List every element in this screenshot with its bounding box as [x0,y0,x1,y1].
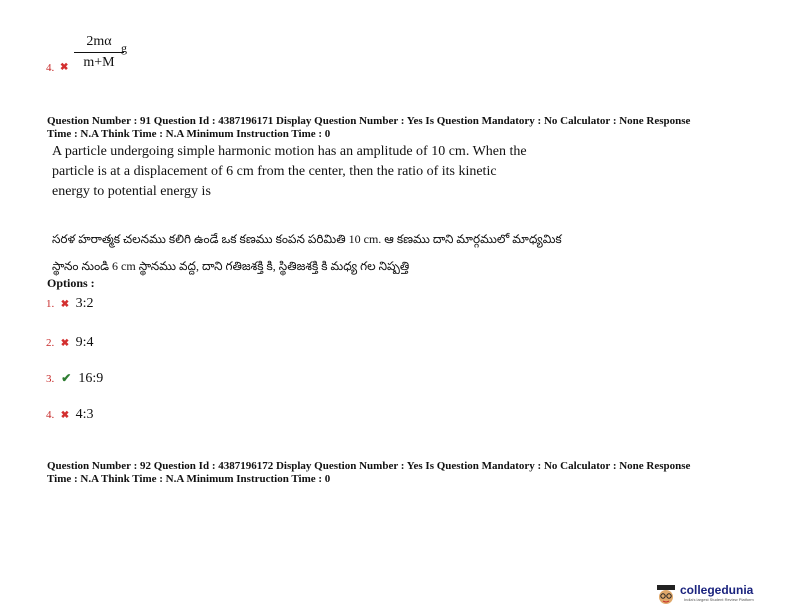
question-text-telugu [52,226,592,280]
question-line: A particle undergoing simple harmonic motion has an amplitude of 10 cm. When the [52,144,527,159]
option-number: 1. [46,298,55,310]
logo-text: collegedunia [680,583,754,597]
option-value: 16:9 [78,371,104,386]
fraction-denominator: m+M [83,55,115,70]
option-item [46,294,94,312]
option-item [46,405,94,423]
question-line: particle is at a displacement of 6 cm from the center, then the ratio of its kinetic [52,164,497,179]
option-value: 9:4 [75,335,94,350]
question-meta-line: Question Number : 92 Question Id : 4387196172 Display Question Number : Yes Is Question Mandatory : No Calculator : None Response [47,460,691,472]
fraction-formula [74,34,124,71]
collegedunia-logo-icon [654,583,678,605]
options-label: Options : [47,276,95,290]
question-meta-line: Time : N.A Think Time : N.A Minimum Instruction Time : 0 [47,473,331,485]
question-meta-92 [47,460,757,486]
fraction-suffix: g [121,41,127,55]
logo-tagline: India's largest Student Review Platform [684,597,754,602]
cross-icon: ✖ [58,410,72,421]
fraction-numerator: 2mα [74,34,124,53]
cross-icon: ✖ [58,299,72,310]
option-number: 4. [46,409,55,421]
cross-icon: ✖ [60,62,69,73]
check-icon: ✔ [58,371,75,385]
option-item [46,369,103,387]
question-line: energy to potential energy is [52,184,211,199]
option-number: 2. [46,337,55,349]
option-number: 4. [46,62,55,74]
question-text-english [52,142,582,202]
question-meta-line: Question Number : 91 Question Id : 4387196171 Display Question Number : Yes Is Question Mandatory : No Calculator : None Response [47,115,691,127]
cross-icon: ✖ [58,338,72,349]
question-meta-line: Time : N.A Think Time : N.A Minimum Instruction Time : 0 [47,128,331,140]
option-value: 3:2 [75,296,94,311]
option-value: 4:3 [75,407,94,422]
question-line: సరళ హరాత్మక చలనము కలిగి ఉండే ఒక కణము కంపన పరిమితి 10 cm. ఆ కణము దాని మార్గములో మాధ్యమిక [52,232,562,246]
option-number: 3. [46,373,55,385]
question-line: స్థానం నుండి 6 cm స్థానము వద్ద, దాని గతిజశక్తి కి, స్థితిజశక్తి కి మధ్య గల నిష్పత్తి [52,259,410,273]
option-item [46,333,94,351]
question-meta-91 [47,115,757,141]
